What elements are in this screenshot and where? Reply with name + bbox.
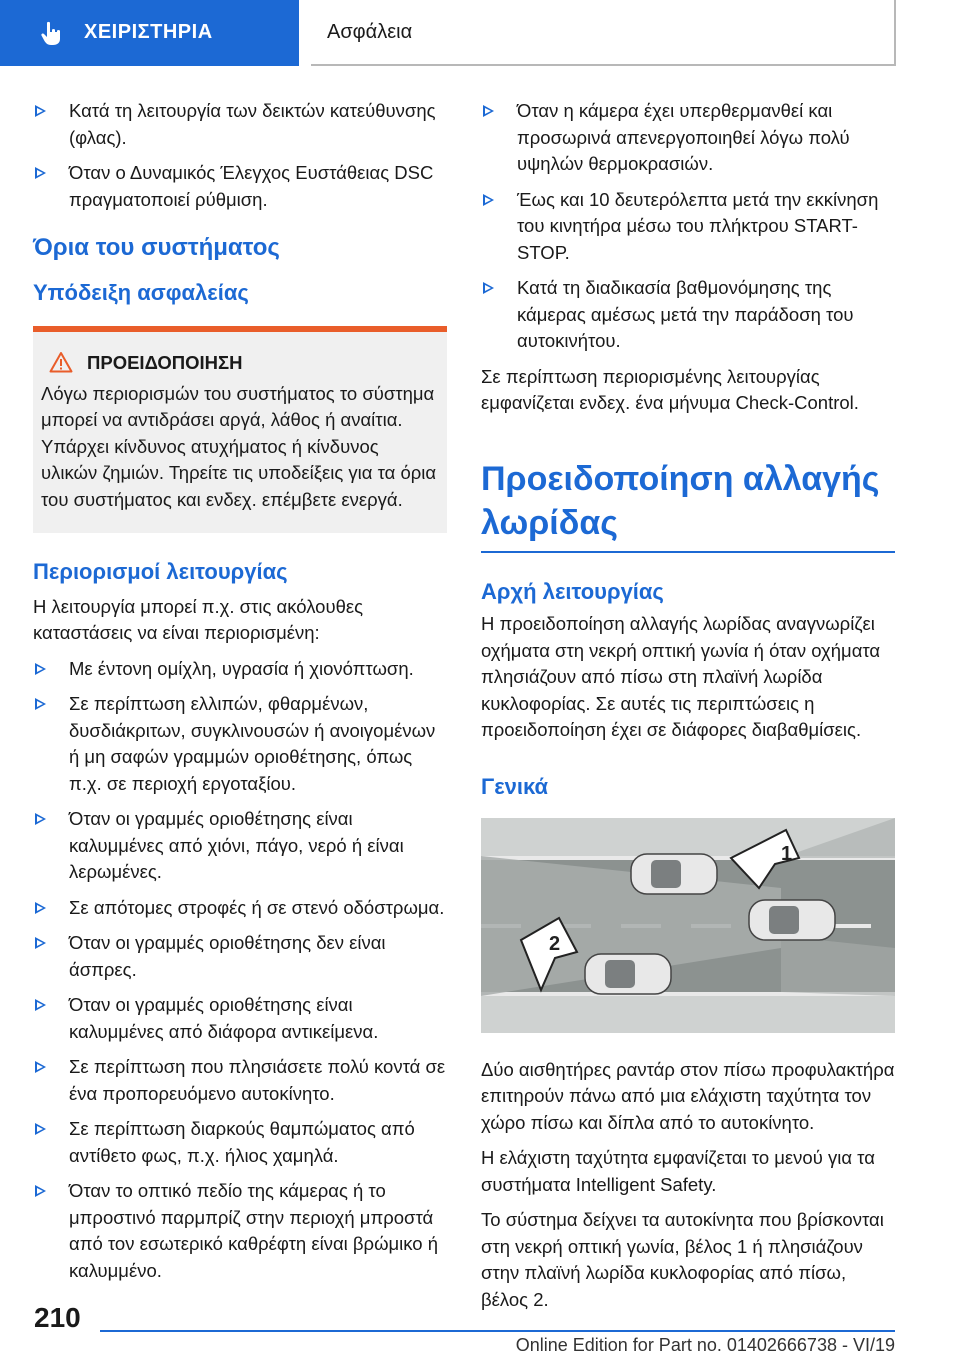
heading-general: Γενικά <box>481 773 549 799</box>
tab-controls-label: ΧΕΙΡΙΣΤΗΡΙΑ <box>84 21 213 43</box>
list-item: Σε περίπτωση διαρκούς θαμπώματος από αντίθετο φως, π.χ. ήλιος χαμηλά. <box>33 1116 447 1169</box>
bullet-triangle-icon <box>35 1185 46 1197</box>
bullet-triangle-icon <box>35 1061 46 1073</box>
car-blind-spot <box>631 854 717 894</box>
heading-system-limits: Όρια του συστήματος <box>33 234 280 261</box>
list-item: Όταν ο Δυναμικός Έλεγχος Ευστάθειας DSC πραγματοποιεί ρύθμιση. <box>33 160 447 213</box>
list-item: Σε περίπτωση ελλιπών, φθαρμένων, δυσδιάκριτων, συγκλινουσών ή ανοιγομένων ή μη σαφών γραμμών οριοθέτησης, όπως π.χ. σε περιοχή εργοταξίου. <box>33 691 447 797</box>
warning-box <box>33 326 447 533</box>
tab-safety[interactable] <box>311 0 896 66</box>
list-item: Σε απότομες στροφές ή σε στενό οδόστρωμα. <box>33 895 447 922</box>
paragraph-radar: Δύο αισθητήρες ραντάρ στον πίσω προφυλακτήρα επιτηρούν πάνω από μια ελάχιστη ταχύτητα τον χώρο πίσω και δίπλα από το αυτοκίνητο. <box>481 1058 895 1133</box>
bullet-triangle-icon <box>35 105 46 117</box>
heading-lane-change-warning: Προειδοποίηση αλλαγής λωρίδας <box>481 457 895 553</box>
tab-controls[interactable] <box>0 0 299 66</box>
warning-text: Λόγω περιορισμών του συστήματος το σύστημα μπορεί να αντιδράσει αργά, λάθος ή αναίτια. Υπάρχει κίνδυνος ατυχήματος ή κίνδυνος υλικών ζημιών. Τηρείτε τις υποδείξεις για τα όρια του συστήματος και ενδεχ. επέμβετε ενεργά. <box>41 382 437 510</box>
list-item: Όταν οι γραμμές οριοθέτησης δεν είναι άσπρες. <box>33 930 447 983</box>
svg-text:2: 2 <box>549 933 561 955</box>
list-item: Όταν το οπτικό πεδίο της κάμερας ή το μπροστινό παρμπρίζ στην περιοχή μπροστά από τον εσωτερικό καθρέφτη είναι βρώμικο ή καλυμμένο. <box>33 1178 447 1284</box>
bullet-triangle-icon <box>35 663 46 675</box>
heading-safety-note: Υπόδειξη ασφαλείας <box>33 279 249 305</box>
bullet-triangle-icon <box>35 698 46 710</box>
heading-function-restrictions: Περιορισμοί λειτουργίας <box>33 559 288 584</box>
bullet-triangle-icon <box>35 167 46 179</box>
bullet-triangle-icon <box>483 194 494 206</box>
hand-pointer-icon <box>38 19 66 47</box>
right-column <box>481 98 895 1322</box>
car-approaching <box>585 954 671 994</box>
bullet-triangle-icon <box>35 1123 46 1135</box>
list-item: Κατά τη λειτουργία των δεικτών κατεύθυνσης (φλας). <box>33 98 447 151</box>
list-item: Με έντονη ομίχλη, υγρασία ή χιονόπτωση. <box>33 656 447 683</box>
bullet-triangle-icon <box>35 813 46 825</box>
check-control-text: Σε περίπτωση περιορισμένης λειτουργίας εμφανίζεται ενδεχ. ένα μήνυμα Check-Control. <box>481 365 859 413</box>
paragraph-min-speed: Η ελάχιστη ταχύτητα εμφανίζεται το μενού για τα συστήματα Intelligent Safety. <box>481 1147 875 1195</box>
bullet-triangle-icon <box>35 999 46 1011</box>
list-item: Σε περίπτωση που πλησιάσετε πολύ κοντά σε ένα προπορευόμενο αυτοκίνητο. <box>33 1054 447 1107</box>
list-item: Όταν οι γραμμές οριοθέτησης είναι καλυμμένες από χιόνι, πάγο, νερό ή είναι λερωμένες. <box>33 806 447 886</box>
warning-title: ΠΡΟΕΙΔΟΠΟΙΗΣΗ <box>41 350 439 377</box>
lane-change-diagram <box>481 818 895 1033</box>
list-item: Έως και 10 δευτερόλεπτα μετά την εκκίνηση του κινητήρα μέσω του πλήκτρου START-STOP. <box>481 187 895 267</box>
top-bar <box>0 0 960 66</box>
list-item: Όταν οι γραμμές οριοθέτησης είναι καλυμμένες από διάφορα αντικείμενα. <box>33 992 447 1045</box>
list-item: Κατά τη διαδικασία βαθμονόμησης της κάμερας αμέσως μετά την παράδοση του αυτοκινήτου. <box>481 275 895 355</box>
bullet-triangle-icon <box>483 105 494 117</box>
footer <box>100 1330 895 1355</box>
heading-principle: Αρχή λειτουργίας <box>481 578 664 604</box>
car-ego <box>749 900 835 940</box>
svg-text:1: 1 <box>781 843 793 865</box>
paragraph-display: Το σύστημα δείχνει τα αυτοκίνητα που βρίσκονται στη νεκρή οπτική γωνία, βέλος 1 ή πλησιάζουν στην πλαϊνή λωρίδα κυκλοφορίας από πίσω, βέλος 2. <box>481 1209 884 1310</box>
page-number: 210 <box>34 1302 81 1333</box>
principle-text: Η προειδοποίηση αλλαγής λωρίδας αναγνωρίζει οχήματα στη νεκρή οπτική γωνία ή όταν οχήματα πλησιάζουν από πίσω στη πλαϊνή λωρίδα κυκλοφορίας. Σε αυτές τις περιπτώσεις η προειδοποίηση έχει σε διάφορες διαβαθμίσεις. <box>481 613 881 740</box>
list-item: Όταν η κάμερα έχει υπερθερμανθεί και προσωρινά απενεργοποιηθεί λόγω πολύ υψηλών θερμοκρασιών. <box>481 98 895 178</box>
edition-text: Online Edition for Part no. 01402666738 - VI/19 <box>515 1335 895 1355</box>
left-column <box>33 98 447 1293</box>
tab-safety-label: Ασφάλεια <box>327 21 413 43</box>
restrictions-intro: Η λειτουργία μπορεί π.χ. στις ακόλουθες καταστάσεις να είναι περιορισμένη: <box>33 595 364 643</box>
warning-triangle-icon <box>49 351 73 373</box>
bullet-triangle-icon <box>35 902 46 914</box>
bullet-triangle-icon <box>35 937 46 949</box>
bullet-triangle-icon <box>483 282 494 294</box>
